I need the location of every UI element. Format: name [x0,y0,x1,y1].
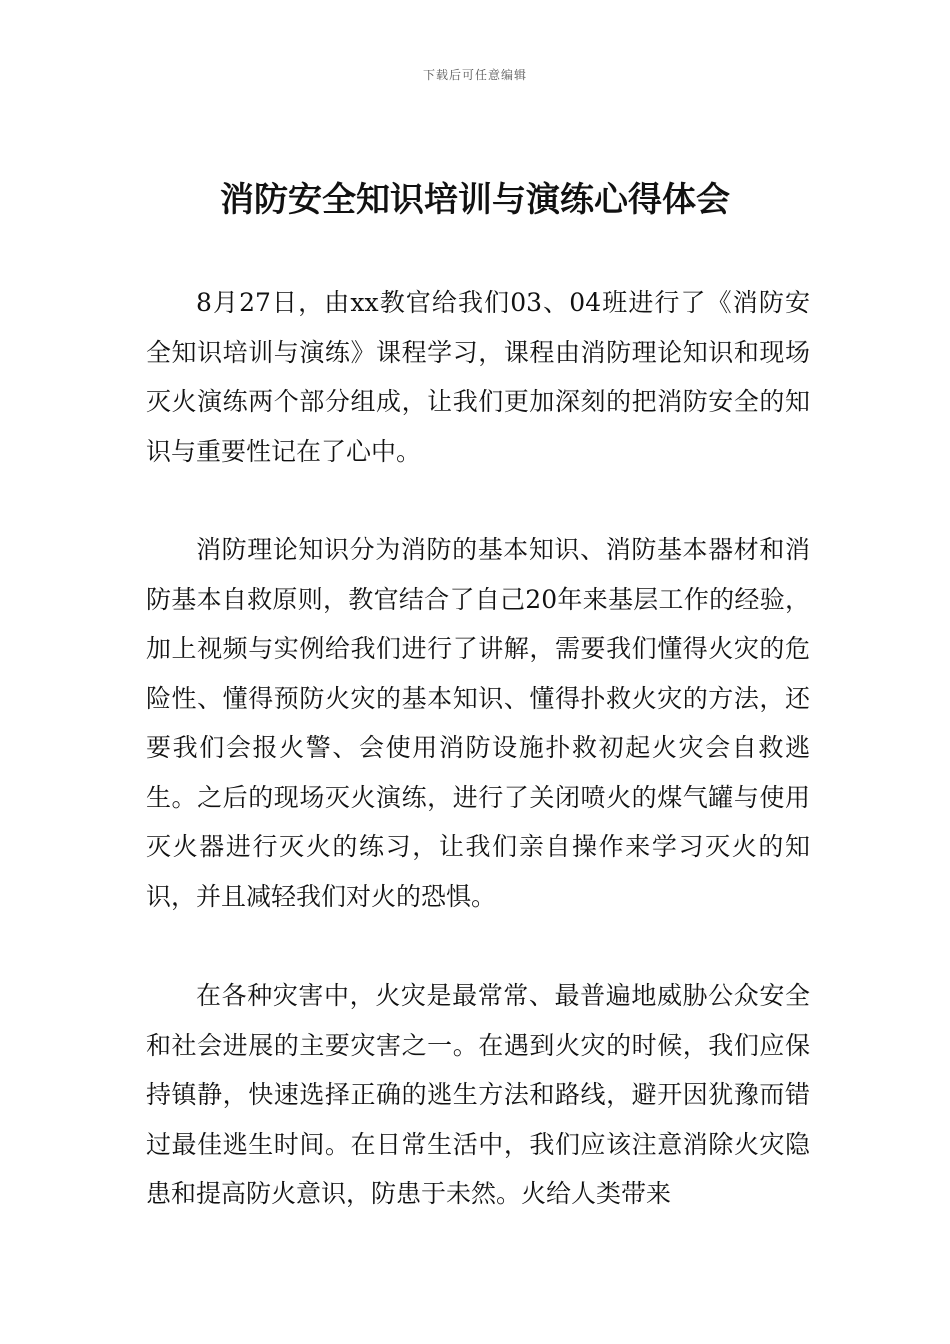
paragraph-2: 消防理论知识分为消防的基本知识、消防基本器材和消防基本自救原则，教官结合了自己20年来基层工作的经验，加上视频与实例给我们进行了讲解，需要我们懂得火灾的危险性、懂得预防火灾的基本知识、懂得扑救火灾的方法，还要我们会报火警、会使用消防设施扑救初起火灾会自救逃生。之后的现场灭火演练，进行了关闭喷火的煤气罐与使用灭火器进行灭火的练习，让我们亲自操作来学习灭火的知识，并且减轻我们对火的恐惧。 [146,535,810,911]
paragraph-3: 在各种灾害中，火灾是最常常、最普遍地威胁公众安全和社会进展的主要灾害之一。在遇到火灾的时候，我们应保持镇静，快速选择正确的逃生方法和路线，避开因犹豫而错过最佳逃生时间。在日常生活中，我们应该注意消除火灾隐患和提高防火意识，防患于未然。火给人类带来 [146,981,810,1208]
paragraph-1: 8月27日，由xx教官给我们03、04班进行了《消防安全知识培训与演练》课程学习，课程由消防理论知识和现场灭火演练两个部分组成，让我们更加深刻的把消防安全的知识与重要性记在了心中。 [146,288,810,466]
header-note: 下载后可任意编辑 [422,68,527,82]
document-title: 消防安全知识培训与演练心得体会 [220,180,730,220]
